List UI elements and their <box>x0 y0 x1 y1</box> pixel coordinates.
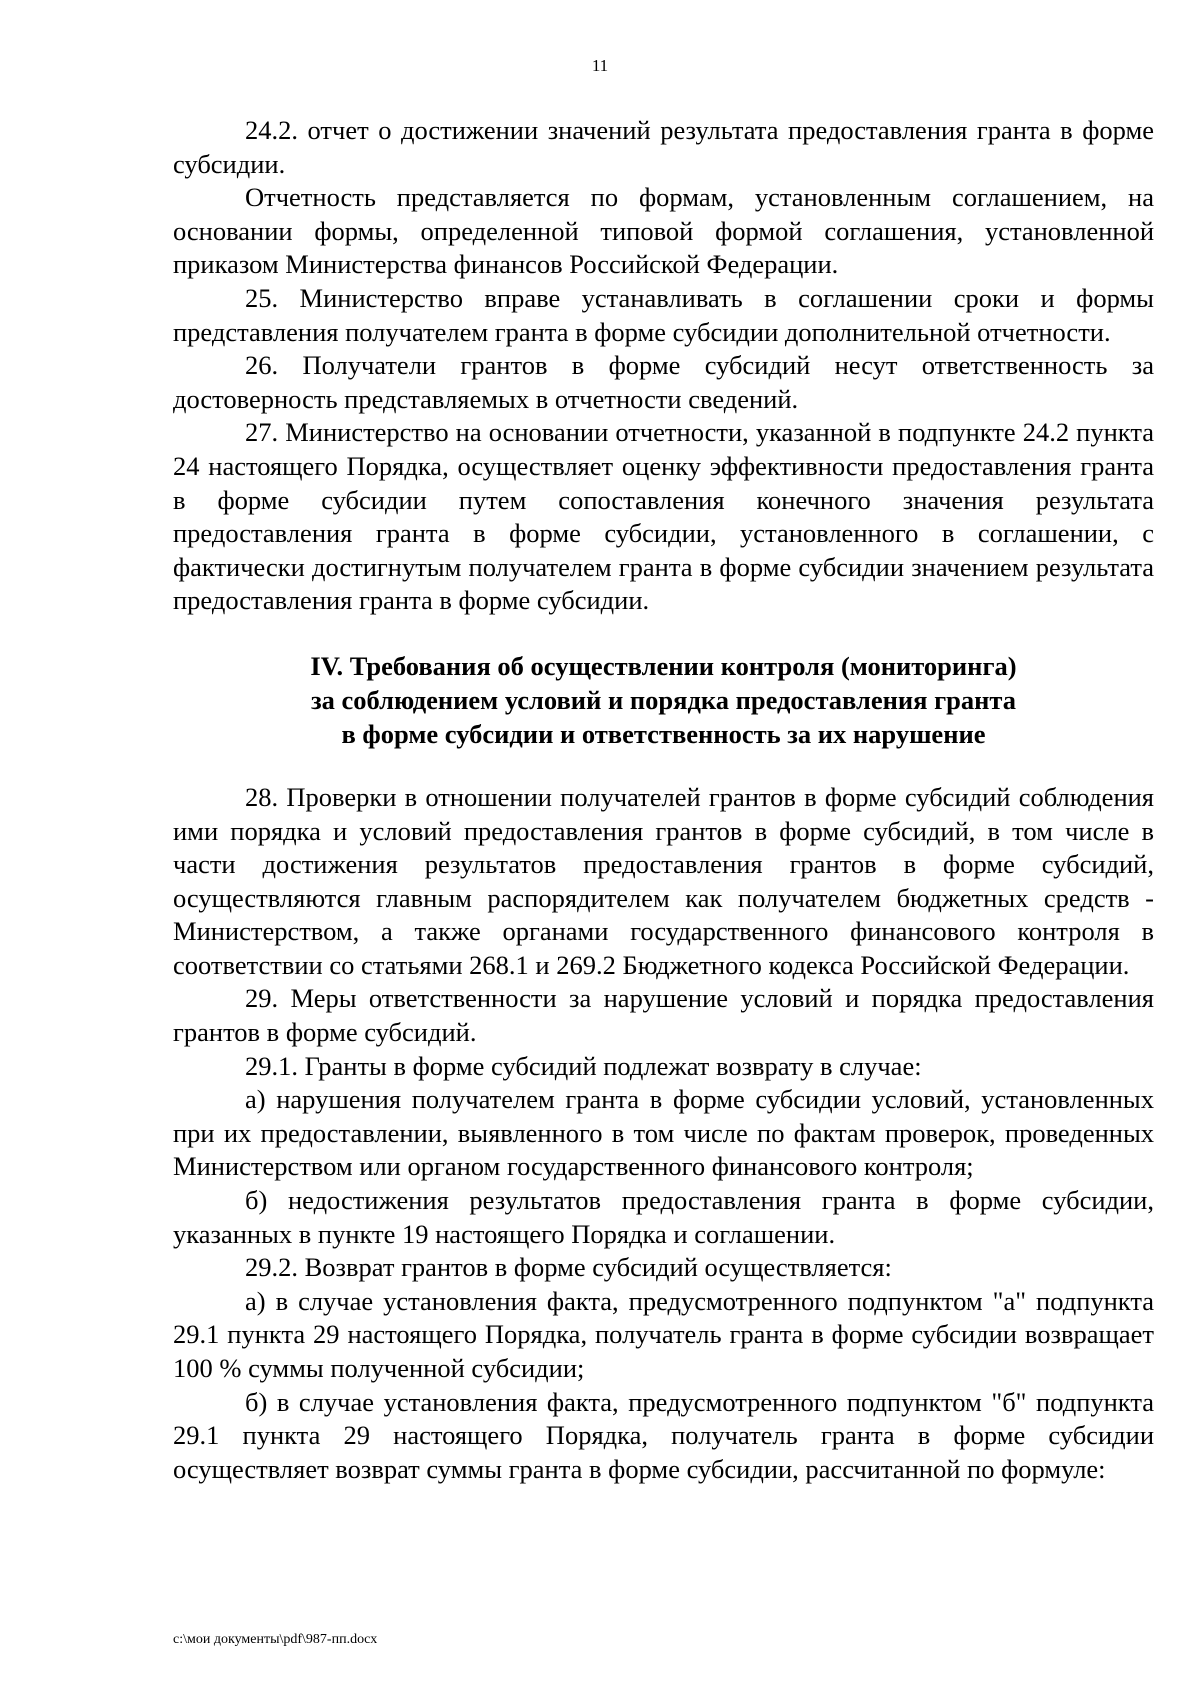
section-heading-iv <box>173 649 1154 751</box>
paragraph-29-1-b: б) недостижения результатов предоставления гранта в форме субсидии, указанных в пункте 19 настоящего Порядка и соглашении. <box>173 1185 1154 1249</box>
paragraph-29: 29. Меры ответственности за нарушение условий и порядка предоставления грантов в форме субсидий. <box>173 983 1154 1048</box>
paragraph-29-1: 29.1. Гранты в форме субсидий подлежат возврату в случае: <box>245 1050 922 1081</box>
paragraph-25: 25. Министерство вправе устанавливать в соглашении сроки и формы представления получателем гранта в форме субсидии дополнительной отчетности. <box>173 282 1154 347</box>
document-body <box>173 114 1154 1486</box>
paragraph-27: 27. Министерство на основании отчетности, указанной в подпункте 24.2 пункта 24 настоящего Порядка, осуществляет оценку эффективности предоставления гранта в форме субсидии путем сопоставления конечного значения результата предоставления гранта в форме субсидии, установленного в соглашении, с фактически достигнутым получателем гранта в форме субсидии значением результата предоставления гранта в форме субсидии. <box>173 417 1154 616</box>
paragraph-29-2-a: а) в случае установления факта, предусмотренного подпунктом "а" подпункта 29.1 пункта 29 настоящего Порядка, получатель гранта в форме субсидии возвращает 100 % суммы полученной субсидии; <box>173 1285 1154 1383</box>
paragraph-29-1-a: а) нарушения получателем гранта в форме субсидии условий, установленных при их предоставлении, выявленного в том числе по фактам проверок, проведенных Министерством или органом государственного финансового контроля; <box>173 1084 1154 1182</box>
section-heading-line: за соблюдением условий и порядка предоставления гранта <box>310 684 1017 715</box>
paragraph-24-2: 24.2. отчет о достижении значений результата предоставления гранта в форме субсидии. <box>173 115 1154 179</box>
page-number: 11 <box>591 56 609 75</box>
section-heading-line: IV. Требования об осуществлении контроля (мониторинга) <box>310 650 1017 681</box>
footer-file-path: c:\мои документы\pdf\987-пп.docx <box>173 1632 378 1647</box>
paragraph-reporting-forms: Отчетность представляется по формам, установленным соглашением, на основании формы, определенной типовой формой соглашения, установленной приказом Министерства финансов Российской Федерации. <box>173 182 1154 280</box>
section-heading-line: в форме субсидии и ответственность за их нарушение <box>341 718 986 749</box>
paragraph-26: 26. Получатели грантов в форме субсидий несут ответственность за достоверность представляемых в отчетности сведений. <box>173 350 1154 414</box>
paragraph-29-2: 29.2. Возврат грантов в форме субсидий осуществляется: <box>245 1252 892 1283</box>
paragraph-29-2-b: б) в случае установления факта, предусмотренного подпунктом "б" подпункта 29.1 пункта 29 настоящего Порядка, получатель гранта в форме субсидии осуществляет возврат суммы гранта в форме субсидии, рассчитанной по формуле: <box>173 1386 1154 1484</box>
paragraph-28: 28. Проверки в отношении получателей грантов в форме субсидий соблюдения ими порядка и условий предоставления грантов в форме субсидий, в том числе в части достижения результатов предоставления грантов в форме субсидий, осуществляются главным распорядителем как получателем бюджетных средств - Министерством, а также органами государственного финансового контроля в соответствии со статьями 268.1 и 269.2 Бюджетного кодекса Российской Федерации. <box>173 781 1154 980</box>
